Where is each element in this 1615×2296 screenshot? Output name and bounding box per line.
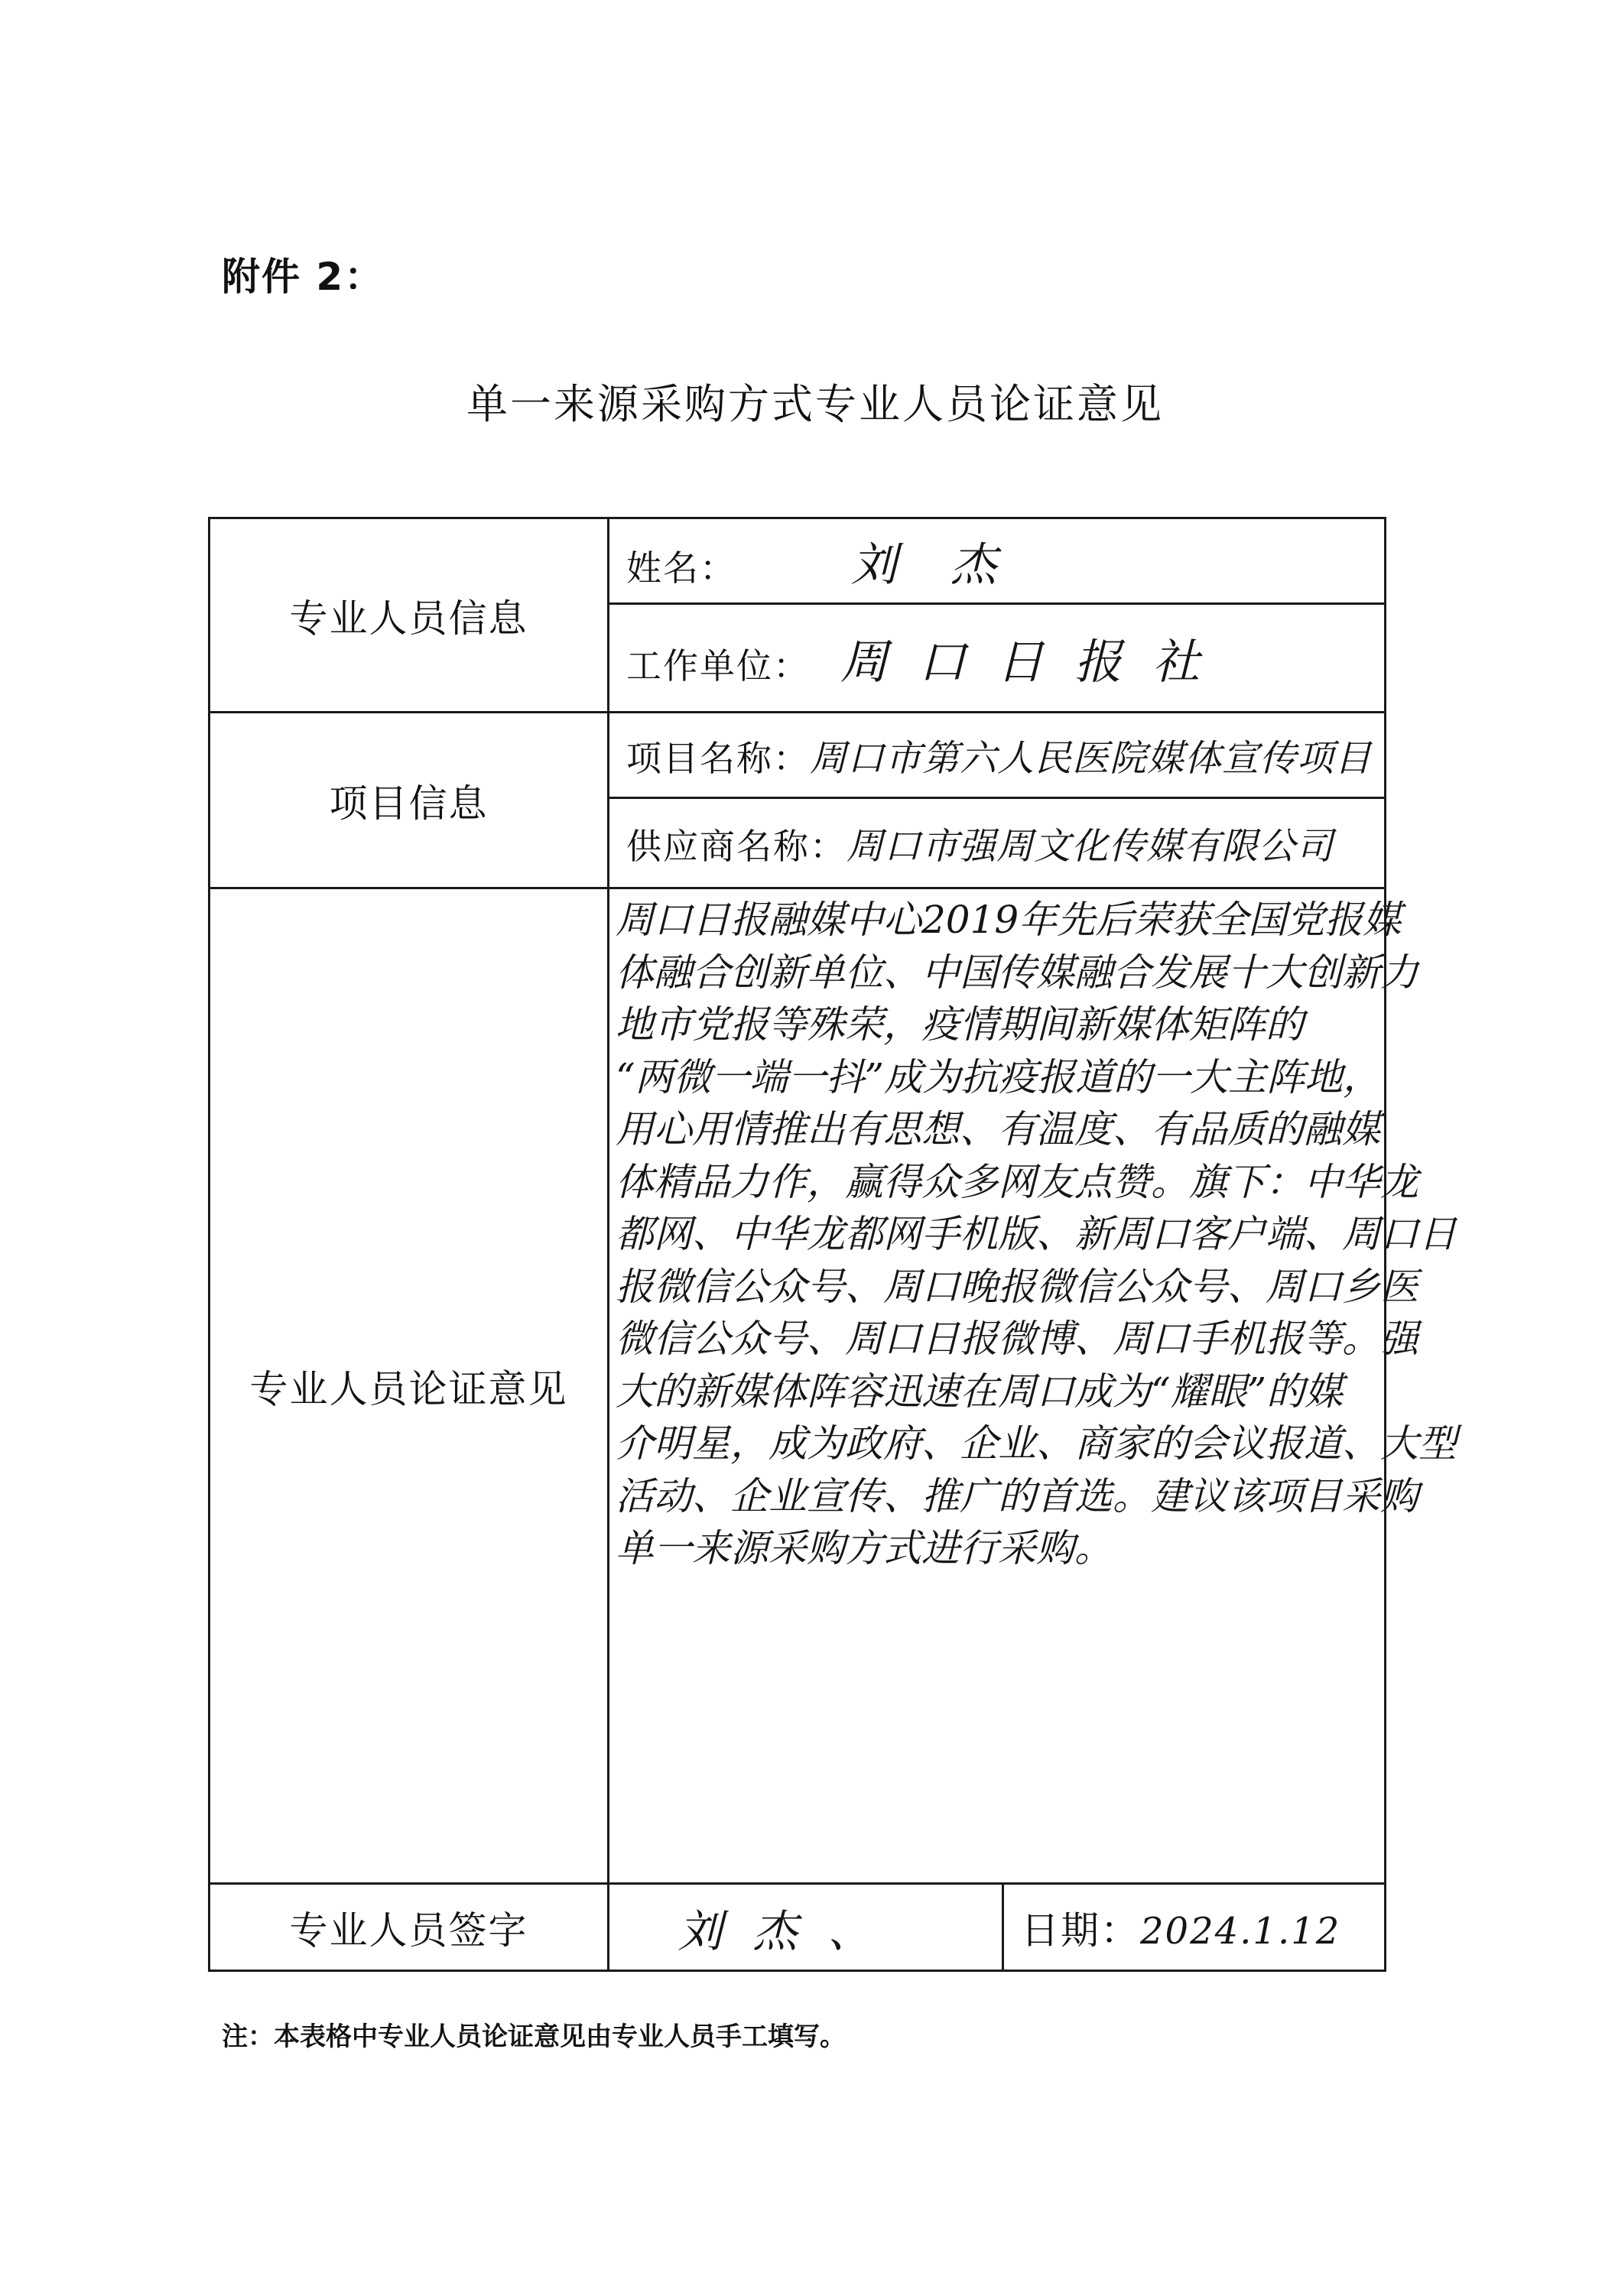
name-value: 刘杰: [851, 537, 1050, 592]
opinion-line: 介明星，成为政府、企业、商家的会议报道、大型: [616, 1421, 1457, 1466]
footer-note: 注：本表格中专业人员论证意见由专业人员手工填写。: [222, 2022, 846, 2052]
opinion-line: 周口日报融媒中心2019年先后荣获全国党报媒: [616, 898, 1402, 942]
signature-label: 专业人员签字: [210, 1884, 609, 1971]
opinion-label: 专业人员论证意见: [210, 888, 609, 1884]
supplier-value: 周口市强周文化传媒有限公司: [846, 825, 1334, 868]
employer-label: 工作单位：: [626, 645, 810, 687]
date-value: 2024.1.12: [1140, 1909, 1341, 1953]
attachment-label: 附件 2：: [222, 255, 385, 299]
supplier-label: 供应商名称：: [626, 826, 846, 867]
opinion-line: 大的新媒体阵容迅速在周口成为“耀眼”的媒: [616, 1369, 1344, 1414]
opinion-text: [609, 888, 1457, 1884]
opinion-line: 活动、企业宣传、推广的首选。建议该项目采购: [616, 1473, 1418, 1518]
opinion-line: “两微一端一抖”成为抗疫报道的一大主阵地，: [616, 1054, 1382, 1099]
project-name-field: [609, 713, 1386, 798]
name-label: 姓名：: [626, 547, 736, 589]
employer-value: 周口日报社: [840, 634, 1231, 690]
opinion-line: 体精品力作，赢得众多网友点赞。旗下：中华龙: [616, 1159, 1418, 1204]
demonstration-form: [208, 517, 1457, 1972]
signature-field: [609, 1884, 1003, 1971]
date-field: [1003, 1884, 1386, 1971]
opinion-line: 报微信公众号、周口晚报微信公众号、周口乡医: [616, 1264, 1418, 1309]
document-title: 单一来源采购方式专业人员论证意见: [466, 380, 1164, 428]
project-name-value: 周口市第六人民医院媒体宣传项目: [810, 737, 1373, 780]
opinion-line: 用心用情推出有思想、有温度、有品质的融媒: [616, 1107, 1380, 1151]
personal-info-label: 专业人员信息: [210, 518, 609, 713]
employer-field: [609, 604, 1386, 713]
opinion-line: 微信公众号、周口日报微博、周口手机报等。强: [616, 1317, 1418, 1361]
signature-value: 刘杰、: [678, 1905, 903, 1957]
project-name-label: 项目名称：: [626, 738, 810, 779]
supplier-field: [609, 798, 1386, 888]
project-info-label: 项目信息: [210, 713, 609, 888]
opinion-line: 都网、中华龙都网手机版、新周口客户端、周口日: [616, 1212, 1457, 1256]
date-label: 日期：: [1021, 1908, 1140, 1953]
name-field: [609, 518, 1386, 604]
opinion-line: 体融合创新单位、中国传媒融合发展十大创新力: [616, 950, 1418, 995]
opinion-line: 单一来源采购方式进行采购。: [616, 1526, 1113, 1570]
opinion-line: 地市党报等殊荣，疫情期间新媒体矩阵的: [616, 1002, 1304, 1047]
